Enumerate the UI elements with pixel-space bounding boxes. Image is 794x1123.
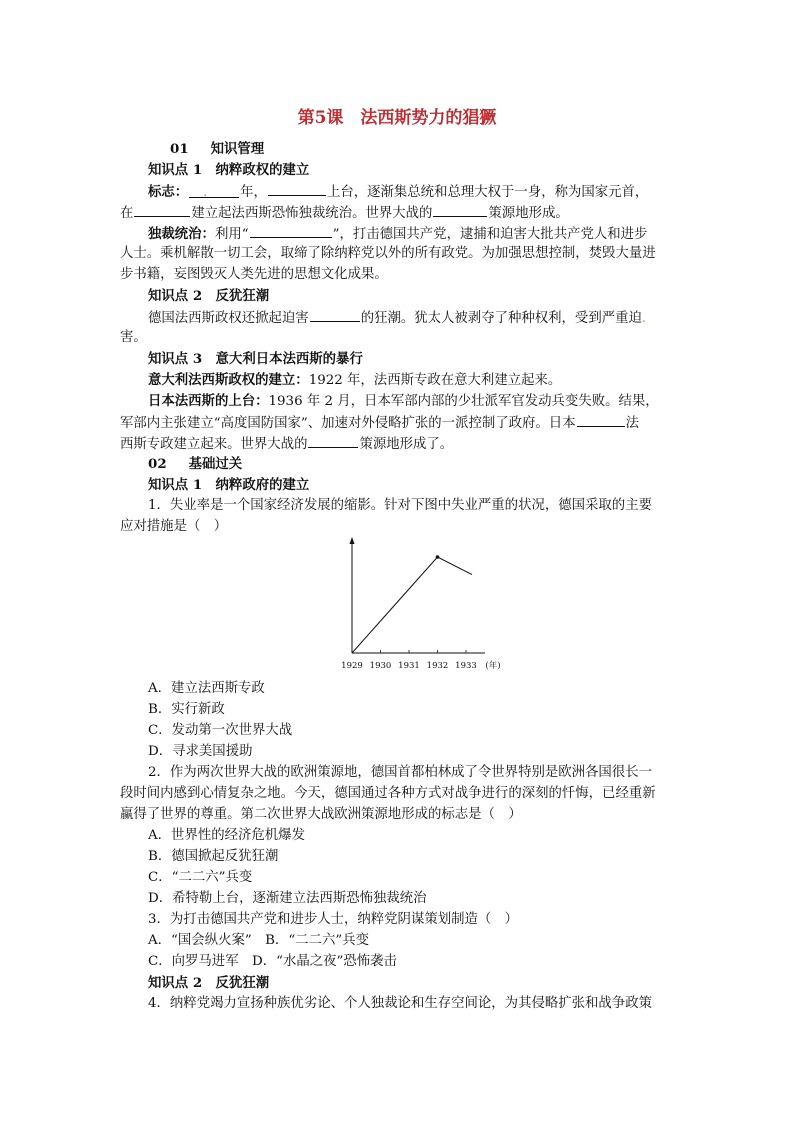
y-axis-arrow xyxy=(350,537,355,544)
section-number: 01 xyxy=(170,141,189,157)
text: 的狂潮。犹太人被剥夺了种种权利，受到严重迫 xyxy=(360,311,642,326)
fill-blank-year[interactable]: . xyxy=(189,183,239,198)
q1-option-d[interactable]: D．寻求美国援助 xyxy=(148,744,253,759)
lesson-title: 第5课 法西斯势力的猖獗 xyxy=(297,108,497,128)
section-name: 基础过关 xyxy=(188,456,243,472)
fill-blank-origin[interactable] xyxy=(433,202,487,217)
para-label: 独裁统治： xyxy=(148,226,215,242)
unemployment-series-line xyxy=(352,557,472,653)
q2-option-c[interactable]: C．“二二六”兵变 xyxy=(148,870,253,885)
x-tick-label: 1930 xyxy=(369,661,392,671)
text: 年， xyxy=(240,185,267,200)
question-2-stem-line2: 段时间内感到心情复杂之地。今天，德国通过各种方式对战争进行的深刻的忏悔，已经重新 xyxy=(120,786,656,801)
kp-name: 纳粹政府的建立 xyxy=(215,477,310,493)
para-label: 标志： xyxy=(148,184,189,200)
text: 德国法西斯政权还掀起迫害 xyxy=(148,311,309,326)
q1-option-c[interactable]: C．发动第一次世界大战 xyxy=(148,723,293,738)
text: 1936 年 2 月，日本军部内部的少壮派军官发动兵变失败。结果， xyxy=(268,394,659,409)
knowledge-point-2b-heading xyxy=(148,973,269,993)
q2-option-b[interactable]: B．德国掀起反犹狂潮 xyxy=(148,849,279,864)
text: 法 xyxy=(625,416,639,431)
question-2-stem-line3: 赢得了世界的尊重。第二次世界大战欧洲策源地形成的标志是（ ） xyxy=(120,807,522,822)
kp-label: 知识点 3 xyxy=(148,351,203,367)
para-japan-line1 xyxy=(148,391,659,412)
peak-point-marker xyxy=(436,555,440,559)
x-tick-label: 1933 xyxy=(455,661,477,671)
para-italy xyxy=(148,370,561,391)
kp-label: 知识点 1 xyxy=(148,162,203,178)
fill-blank-person[interactable] xyxy=(268,181,326,196)
question-1-stem-line2: 应对措施是（ ） xyxy=(120,519,228,534)
x-tick-label: 1932 xyxy=(426,661,449,671)
question-4-stem: 4．纳粹党竭力宣扬种族优劣论、个人独裁论和生存空间论，为其侵略扩张和战争政策 xyxy=(148,996,652,1011)
para-antisemitism-line2: 害。 xyxy=(120,330,147,345)
q3-options-row2[interactable]: C．向罗马进军 D．“水晶之夜”恐怖袭击 xyxy=(148,954,397,969)
knowledge-point-1b-heading xyxy=(148,475,309,495)
section-name: 知识管理 xyxy=(210,141,265,157)
para-label: 意大利法西斯政权的建立： xyxy=(148,372,309,388)
knowledge-point-3-heading xyxy=(148,349,363,369)
para-label: 日本法西斯的上台： xyxy=(148,393,269,409)
q1-option-b[interactable]: B．实行新政 xyxy=(148,702,225,717)
para-sign-line1 xyxy=(148,181,648,203)
para-antisemitism-line1: 德国法西斯政权还掀起迫害 的狂潮。犹太人被剥夺了种种权利，受到严重迫. xyxy=(148,307,646,329)
kp-name: 反犹狂潮 xyxy=(215,975,270,991)
section-number: 02 xyxy=(148,456,167,472)
fill-blank-country[interactable] xyxy=(134,202,190,217)
question-3-stem: 3．为打击德国共产党和进步人士，纳粹党阴谋策划制造（ ） xyxy=(148,912,519,927)
text: 利用“ xyxy=(214,227,249,242)
text: 1922 年，法西斯专政在意大利建立起来。 xyxy=(308,373,562,388)
kp-name: 纳粹政权的建立 xyxy=(215,162,310,178)
text: 在 xyxy=(120,206,134,221)
kp-label: 知识点 1 xyxy=(148,477,203,493)
q2-option-d[interactable]: D．希特勒上台，逐渐建立法西斯恐怖独裁统治 xyxy=(148,891,427,906)
text: 策源地形成。 xyxy=(488,206,569,221)
section-header-01 xyxy=(170,139,264,159)
question-1-stem-line1: 1．失业率是一个国家经济发展的缩影。针对下图中失业严重的状况，德国采取的主要 xyxy=(148,498,652,513)
text: 建立起法西斯恐怖独裁统治。世界大战的 xyxy=(191,206,433,221)
question-2-stem-line1: 2．作为两次世界大战的欧洲策源地，德国首都柏林成了令世界特别是欧洲各国很长一 xyxy=(148,765,652,780)
knowledge-point-2-heading xyxy=(148,286,269,306)
para-dictatorship-line3: 步书籍，妄图毁灭人类先进的思想文化成果。 xyxy=(120,267,388,282)
para-japan-line2 xyxy=(120,412,639,434)
fill-blank-origin-asia[interactable] xyxy=(308,433,358,448)
fill-blank-event[interactable] xyxy=(250,223,332,238)
fill-blank-target[interactable] xyxy=(310,307,360,322)
para-japan-line3 xyxy=(120,433,453,455)
kp-name: 反犹狂潮 xyxy=(215,288,270,304)
x-tick-label: 1929 xyxy=(341,661,363,671)
q3-options-row1[interactable]: A．“国会纵火案” B．“二二六”兵变 xyxy=(148,933,369,948)
knowledge-point-1-heading xyxy=(148,160,309,180)
para-dictatorship-line2: 人士。乘机解散一切工会，取缔了除纳粹党以外的所有政党。为加强思想控制，焚毁大量进 xyxy=(120,246,656,261)
text: 上台，逐渐集总统和总理大权于一身，称为国家元首， xyxy=(326,185,649,200)
text: 军部内主张建立“高度国防国家”、加速对外侵略扩张的一派控制了政府。日本 xyxy=(120,416,576,431)
q2-option-a[interactable]: A．世界性的经济危机爆发 xyxy=(148,828,305,843)
para-sign-line2 xyxy=(120,202,569,224)
text: 西斯专政建立起来。世界大战的 xyxy=(120,437,308,452)
kp-label: 知识点 2 xyxy=(148,288,203,304)
q1-option-a[interactable]: A．建立法西斯专政 xyxy=(148,681,265,696)
x-tick-label: 1931 xyxy=(398,661,420,671)
kp-label: 知识点 2 xyxy=(148,975,203,991)
section-header-02 xyxy=(148,454,242,474)
text: 策源地形成了。 xyxy=(359,437,454,452)
kp-name: 意大利日本法西斯的暴行 xyxy=(215,351,363,367)
para-dictatorship-line1 xyxy=(148,223,647,245)
text: ”，打击德国共产党，逮捕和迫害大批共产党人和进步 xyxy=(332,227,648,242)
fill-blank-japan[interactable] xyxy=(577,412,625,427)
unemployment-line-chart xyxy=(335,535,510,675)
x-axis-unit-label: (年) xyxy=(485,661,501,671)
